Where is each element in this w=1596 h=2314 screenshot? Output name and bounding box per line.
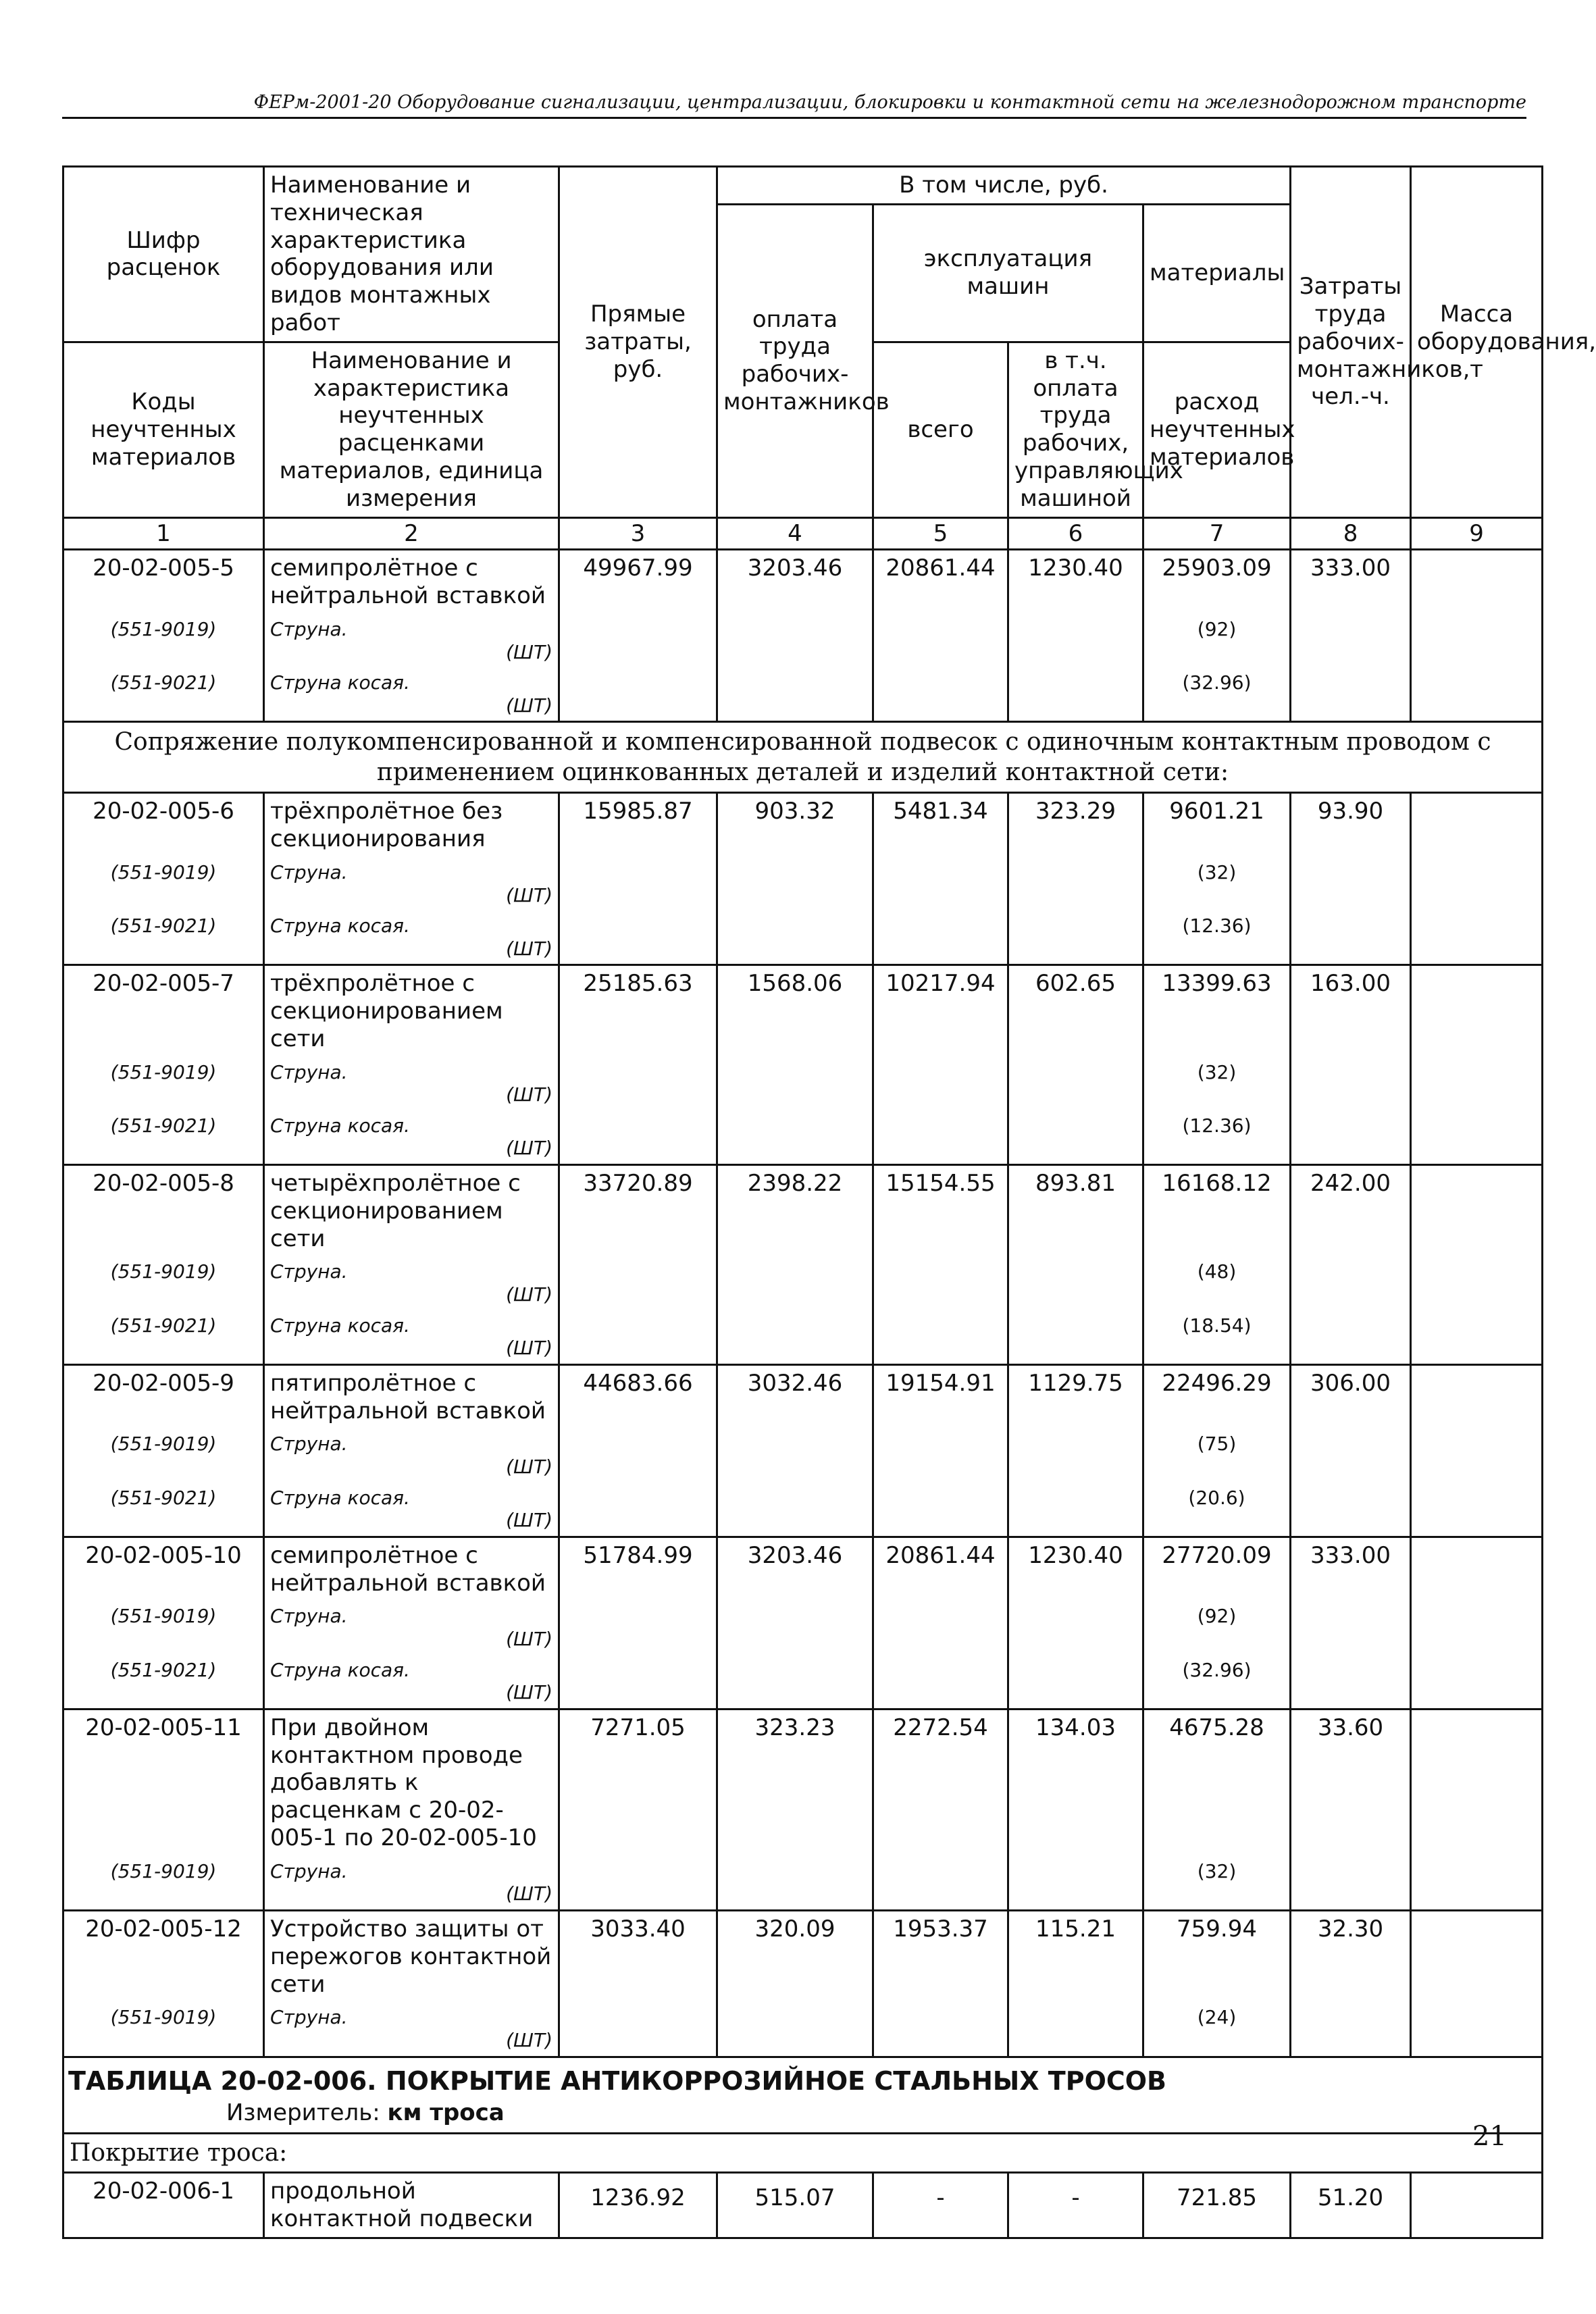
value-mach-total: 20861.44 [873, 550, 1008, 614]
material-row [63, 2002, 1543, 2057]
material-name: Струна. [270, 1859, 348, 1882]
material-qty: (32) [1143, 1856, 1291, 1911]
value-materials: 759.94 [1143, 1910, 1291, 2002]
value-labor: 3203.46 [717, 550, 873, 614]
value-direct: 3033.40 [559, 1910, 717, 2002]
material-row [63, 1256, 1543, 1310]
value-materials: 22496.29 [1143, 1364, 1291, 1429]
value-mass [1411, 793, 1543, 965]
value-mach-labor: 134.03 [1008, 1709, 1143, 1855]
empty-cell [1008, 1483, 1143, 1537]
material-name-cell [264, 1110, 559, 1165]
empty-cell [873, 614, 1008, 667]
material-name-cell [264, 1601, 559, 1654]
empty-cell [717, 857, 873, 910]
value-mach-total: 5481.34 [873, 793, 1008, 857]
value-labor-cost: 32.30 [1291, 1910, 1411, 2002]
empty-cell [873, 857, 1008, 910]
material-unit: (ШТ) [506, 1882, 552, 1905]
col-mass: Масса оборудования, т [1411, 167, 1543, 518]
material-qty: (32.96) [1143, 1655, 1291, 1709]
material-qty: (32.96) [1143, 667, 1291, 722]
material-code: (551-9019) [63, 857, 264, 910]
material-code: (551-9021) [63, 1655, 264, 1709]
material-unit: (ШТ) [506, 2028, 552, 2051]
section-title: Сопряжение полукомпенсированной и компенсированной подвесок с одиночным контактным проводом с применением оцинкованных деталей и изделий контактной сети: [63, 722, 1543, 793]
material-row [63, 1110, 1543, 1165]
empty-cell [873, 1110, 1008, 1165]
empty-cell [1291, 857, 1411, 910]
empty-cell [873, 1655, 1008, 1709]
material-name: Струна косая. [270, 1486, 410, 1509]
value-direct: 1236.92 [559, 2173, 717, 2238]
empty-cell [1008, 1655, 1143, 1709]
material-unit: (ШТ) [506, 1627, 552, 1650]
empty-cell [717, 1856, 873, 1911]
material-name: Струна. [270, 1060, 348, 1083]
material-code: (551-9019) [63, 1601, 264, 1654]
col-direct: Прямые затраты, руб. [559, 167, 717, 518]
empty-cell [873, 1483, 1008, 1537]
value-direct: 33720.89 [559, 1165, 717, 1257]
material-qty: (32) [1143, 857, 1291, 910]
material-qty: (75) [1143, 1429, 1291, 1482]
material-code: (551-9021) [63, 1110, 264, 1165]
empty-cell [873, 1601, 1008, 1654]
value-direct: 15985.87 [559, 793, 717, 857]
empty-cell [717, 1310, 873, 1365]
empty-cell [1291, 1655, 1411, 1709]
empty-cell [717, 1110, 873, 1165]
rate-name: продольной контактной подвески [264, 2173, 559, 2238]
col-name-bottom: Наименование и характеристика неучтенных расценками материалов, единица измерения [264, 342, 559, 517]
material-qty: (18.54) [1143, 1310, 1291, 1365]
empty-cell [1291, 1429, 1411, 1482]
empty-cell [717, 614, 873, 667]
material-unit: (ШТ) [506, 883, 552, 906]
empty-cell [1008, 1256, 1143, 1310]
rate-name: трёхпролётное без секционирования [264, 793, 559, 857]
rate-code: 20-02-006-1 [63, 2173, 264, 2238]
value-direct: 7271.05 [559, 1709, 717, 1855]
value-mach-total: 19154.91 [873, 1364, 1008, 1429]
table2-subsection: Покрытие троса: [63, 2133, 1543, 2172]
col-number: 8 [1291, 517, 1411, 550]
table-row [63, 1165, 1543, 1257]
material-qty: (24) [1143, 2002, 1291, 2057]
material-name-cell [264, 1655, 559, 1709]
material-code: (551-9019) [63, 1057, 264, 1110]
value-labor: 2398.22 [717, 1165, 873, 1257]
table-row [63, 793, 1543, 857]
value-mach-labor: 1230.40 [1008, 550, 1143, 614]
empty-cell [1008, 614, 1143, 667]
empty-cell [1291, 1310, 1411, 1365]
value-mass [1411, 1537, 1543, 1709]
empty-cell [1008, 1057, 1143, 1110]
empty-cell [717, 1655, 873, 1709]
empty-cell [559, 667, 717, 722]
material-code: (551-9021) [63, 910, 264, 965]
table-row [63, 1709, 1543, 1855]
value-materials: 25903.09 [1143, 550, 1291, 614]
col-number: 3 [559, 517, 717, 550]
value-mach-labor: 1230.40 [1008, 1537, 1143, 1601]
value-mach-labor: 893.81 [1008, 1165, 1143, 1257]
material-row [63, 1483, 1543, 1537]
value-labor: 1568.06 [717, 965, 873, 1057]
col-labor: оплата труда рабочих-монтажников [717, 204, 873, 517]
rate-code: 20-02-005-10 [63, 1537, 264, 1601]
value-mach-total: 1953.37 [873, 1910, 1008, 2002]
value-labor-cost: 333.00 [1291, 550, 1411, 614]
material-unit: (ШТ) [506, 1509, 552, 1532]
measure-label: Измеритель: [226, 2099, 380, 2127]
value-materials: 4675.28 [1143, 1709, 1291, 1855]
empty-cell [559, 614, 717, 667]
material-qty: (12.36) [1143, 910, 1291, 965]
value-mass [1411, 1910, 1543, 2057]
empty-cell [873, 1310, 1008, 1365]
col-number: 7 [1143, 517, 1291, 550]
empty-cell [873, 2002, 1008, 2057]
rate-code: 20-02-005-7 [63, 965, 264, 1057]
material-name-cell [264, 614, 559, 667]
empty-cell [873, 1856, 1008, 1911]
rate-name: семипролётное с нейтральной вставкой [264, 1537, 559, 1601]
measure-value: км троса [387, 2099, 505, 2127]
col-mach-total: всего [873, 342, 1008, 517]
material-row [63, 1655, 1543, 1709]
first-group [63, 550, 1543, 722]
material-name: Струна. [270, 1605, 348, 1628]
value-labor-cost: 51.20 [1291, 2173, 1411, 2238]
empty-cell [1291, 1256, 1411, 1310]
empty-cell [1291, 1601, 1411, 1654]
value-direct: 49967.99 [559, 550, 717, 614]
value-mass [1411, 965, 1543, 1165]
material-qty: (48) [1143, 1256, 1291, 1310]
empty-cell [1291, 1483, 1411, 1537]
rate-code: 20-02-005-9 [63, 1364, 264, 1429]
material-row [63, 614, 1543, 667]
rate-name: пятипролётное с нейтральной вставкой [264, 1364, 559, 1429]
material-name-cell [264, 667, 559, 722]
col-mat-unaccounted: расход неучтенных материалов [1143, 342, 1291, 517]
value-mach-total: 15154.55 [873, 1165, 1008, 1257]
value-labor: 3203.46 [717, 1537, 873, 1601]
material-code: (551-9019) [63, 1856, 264, 1911]
empty-cell [717, 2002, 873, 2057]
empty-cell [559, 1057, 717, 1110]
material-qty: (20.6) [1143, 1483, 1291, 1537]
empty-cell [1008, 910, 1143, 965]
material-unit: (ШТ) [506, 640, 552, 663]
value-mach-labor: - [1008, 2173, 1143, 2238]
col-number: 9 [1411, 517, 1543, 550]
table-row [63, 2173, 1543, 2238]
value-mass [1411, 550, 1543, 722]
table-row [63, 1910, 1543, 2002]
material-name: Струна косая. [270, 1314, 410, 1337]
material-qty: (12.36) [1143, 1110, 1291, 1165]
rate-name: семипролётное с нейтральной вставкой [264, 550, 559, 614]
page-header: ФЕРм-2001-20 Оборудование сигнализации, централизации, блокировки и контактной сети на железнодорожном транспорте [62, 92, 1526, 119]
material-unit: (ШТ) [506, 1283, 552, 1306]
rate-name: Устройство защиты от пережогов контактной сети [264, 1910, 559, 2002]
empty-cell [717, 1483, 873, 1537]
empty-cell [1008, 857, 1143, 910]
material-name: Струна. [270, 617, 348, 640]
rate-code: 20-02-005-11 [63, 1709, 264, 1855]
material-qty: (92) [1143, 614, 1291, 667]
col-labor-cost: Затраты труда рабочих-монтажников, чел.-ч. [1291, 167, 1411, 518]
empty-cell [717, 1256, 873, 1310]
col-mach-labor: в т.ч. оплата труда рабочих, управляющих машиной [1008, 342, 1143, 517]
empty-cell [559, 2002, 717, 2057]
col-name-top: Наименование и техническая характеристика оборудования или видов монтажных работ [264, 167, 559, 342]
empty-cell [873, 1256, 1008, 1310]
value-mach-total: - [873, 2173, 1008, 2238]
material-unit: (ШТ) [506, 1083, 552, 1106]
value-labor: 323.23 [717, 1709, 873, 1855]
rate-name: четырёхпролётное с секционированием сети [264, 1165, 559, 1257]
rate-name: трёхпролётное с секционированием сети [264, 965, 559, 1057]
material-unit: (ШТ) [506, 937, 552, 960]
empty-cell [559, 910, 717, 965]
table-row [63, 965, 1543, 1057]
empty-cell [717, 910, 873, 965]
col-number: 2 [264, 517, 559, 550]
value-mach-total: 2272.54 [873, 1709, 1008, 1855]
value-labor-cost: 163.00 [1291, 965, 1411, 1057]
value-mach-total: 20861.44 [873, 1537, 1008, 1601]
value-mass [1411, 1364, 1543, 1537]
empty-cell [1008, 1856, 1143, 1911]
table-header [63, 167, 1596, 550]
material-name-cell [264, 2002, 559, 2057]
material-name-cell [264, 1057, 559, 1110]
value-labor-cost: 242.00 [1291, 1165, 1411, 1257]
empty-cell [1291, 614, 1411, 667]
value-labor-cost: 93.90 [1291, 793, 1411, 857]
empty-cell [1008, 1429, 1143, 1482]
col-materials: материалы [1143, 204, 1291, 342]
empty-cell [1008, 1310, 1143, 1365]
material-row [63, 857, 1543, 910]
empty-cell [717, 1429, 873, 1482]
col-number: 4 [717, 517, 873, 550]
empty-cell [873, 910, 1008, 965]
material-name-cell [264, 1310, 559, 1365]
empty-cell [1291, 1856, 1411, 1911]
price-table [62, 165, 1596, 2239]
rows-group [63, 793, 1543, 2057]
material-name: Струна. [270, 1433, 348, 1456]
empty-cell [1008, 1601, 1143, 1654]
material-code: (551-9019) [63, 1256, 264, 1310]
value-materials: 27720.09 [1143, 1537, 1291, 1601]
empty-cell [559, 1655, 717, 1709]
rate-code: 20-02-005-8 [63, 1165, 264, 1257]
empty-cell [1291, 2002, 1411, 2057]
empty-cell [559, 1256, 717, 1310]
empty-cell [1291, 667, 1411, 722]
value-direct: 51784.99 [559, 1537, 717, 1601]
material-name: Струна. [270, 2006, 348, 2029]
value-mach-labor: 323.29 [1008, 793, 1143, 857]
value-mach-labor: 602.65 [1008, 965, 1143, 1057]
empty-cell [559, 1856, 717, 1911]
material-name: Струна. [270, 1260, 348, 1283]
empty-cell [559, 857, 717, 910]
empty-cell [717, 1601, 873, 1654]
page-number: 21 [1472, 2121, 1507, 2152]
material-name: Струна косая. [270, 671, 410, 694]
value-labor-cost: 33.60 [1291, 1709, 1411, 1855]
material-code: (551-9021) [63, 667, 264, 722]
col-number: 6 [1008, 517, 1143, 550]
material-qty: (92) [1143, 1601, 1291, 1654]
material-unit: (ШТ) [506, 1337, 552, 1360]
empty-cell [559, 1110, 717, 1165]
value-direct: 25185.63 [559, 965, 717, 1057]
col-incl: В том числе, руб. [717, 167, 1291, 205]
material-unit: (ШТ) [506, 1681, 552, 1704]
value-materials: 13399.63 [1143, 965, 1291, 1057]
value-mach-labor: 1129.75 [1008, 1364, 1143, 1429]
column-numbers-row [63, 517, 1543, 550]
material-name-cell [264, 1483, 559, 1537]
material-name: Струна косая. [270, 1658, 410, 1681]
material-row [63, 1057, 1543, 1110]
empty-cell [559, 1310, 717, 1365]
rate-code: 20-02-005-6 [63, 793, 264, 857]
empty-cell [1291, 910, 1411, 965]
empty-cell [559, 1429, 717, 1482]
value-materials: 16168.12 [1143, 1165, 1291, 1257]
empty-cell [873, 1057, 1008, 1110]
empty-cell [873, 667, 1008, 722]
table2-group [63, 2057, 1543, 2238]
empty-cell [717, 667, 873, 722]
empty-cell [1291, 1057, 1411, 1110]
material-row [63, 910, 1543, 965]
empty-cell [717, 1057, 873, 1110]
material-code: (551-9019) [63, 614, 264, 667]
col-number: 5 [873, 517, 1008, 550]
value-materials: 721.85 [1143, 2173, 1291, 2238]
value-labor: 3032.46 [717, 1364, 873, 1429]
value-labor: 320.09 [717, 1910, 873, 2002]
empty-cell [873, 1429, 1008, 1482]
material-row [63, 1601, 1543, 1654]
material-name: Струна. [270, 860, 348, 883]
material-unit: (ШТ) [506, 694, 552, 717]
value-direct: 44683.66 [559, 1364, 717, 1429]
value-labor-cost: 306.00 [1291, 1364, 1411, 1429]
material-name: Струна косая. [270, 1114, 410, 1137]
material-row [63, 667, 1543, 722]
rate-code: 20-02-005-12 [63, 1910, 264, 2002]
section-row-group [63, 722, 1543, 793]
value-labor-cost: 333.00 [1291, 1537, 1411, 1601]
table2-measure [64, 2099, 1541, 2132]
empty-cell [1291, 1110, 1411, 1165]
material-row [63, 1310, 1543, 1365]
material-row [63, 1429, 1543, 1482]
value-mass [1411, 2173, 1543, 2238]
empty-cell [559, 1483, 717, 1537]
col-code-bottom: Коды неучтенных материалов [63, 342, 264, 517]
value-labor: 515.07 [717, 2173, 873, 2238]
value-materials: 9601.21 [1143, 793, 1291, 857]
value-labor: 903.32 [717, 793, 873, 857]
material-code: (551-9019) [63, 1429, 264, 1482]
value-mass [1411, 1709, 1543, 1910]
material-qty: (32) [1143, 1057, 1291, 1110]
material-name-cell [264, 857, 559, 910]
material-code: (551-9021) [63, 1483, 264, 1537]
material-code: (551-9019) [63, 2002, 264, 2057]
material-code: (551-9021) [63, 1310, 264, 1365]
material-unit: (ШТ) [506, 1456, 552, 1479]
table-row [63, 1537, 1543, 1601]
value-mach-labor: 115.21 [1008, 1910, 1143, 2002]
material-name-cell [264, 910, 559, 965]
value-mach-total: 10217.94 [873, 965, 1008, 1057]
col-number: 1 [63, 517, 264, 550]
material-name-cell [264, 1429, 559, 1482]
table2-title: ТАБЛИЦА 20-02-006. ПОКРЫТИЕ АНТИКОРРОЗИЙНОЕ СТАЛЬНЫХ ТРОСОВ [68, 2065, 1167, 2096]
rate-name: При двойном контактном проводе добавлять к расценкам с 20-02-005-1 по 20-02-005-10 [264, 1709, 559, 1855]
empty-cell [1008, 667, 1143, 722]
table-row [63, 1364, 1543, 1429]
col-code-top: Шифр расценок [63, 167, 264, 342]
value-mass [1411, 1165, 1543, 1365]
table-row [63, 550, 1543, 614]
material-name-cell [264, 1256, 559, 1310]
rate-code: 20-02-005-5 [63, 550, 264, 614]
empty-cell [1008, 2002, 1143, 2057]
col-machines: эксплуатация машин [873, 204, 1143, 342]
empty-cell [1008, 1110, 1143, 1165]
material-name: Струна косая. [270, 915, 410, 937]
material-unit: (ШТ) [506, 1137, 552, 1160]
empty-cell [559, 1601, 717, 1654]
material-row [63, 1856, 1543, 1911]
material-name-cell [264, 1856, 559, 1911]
